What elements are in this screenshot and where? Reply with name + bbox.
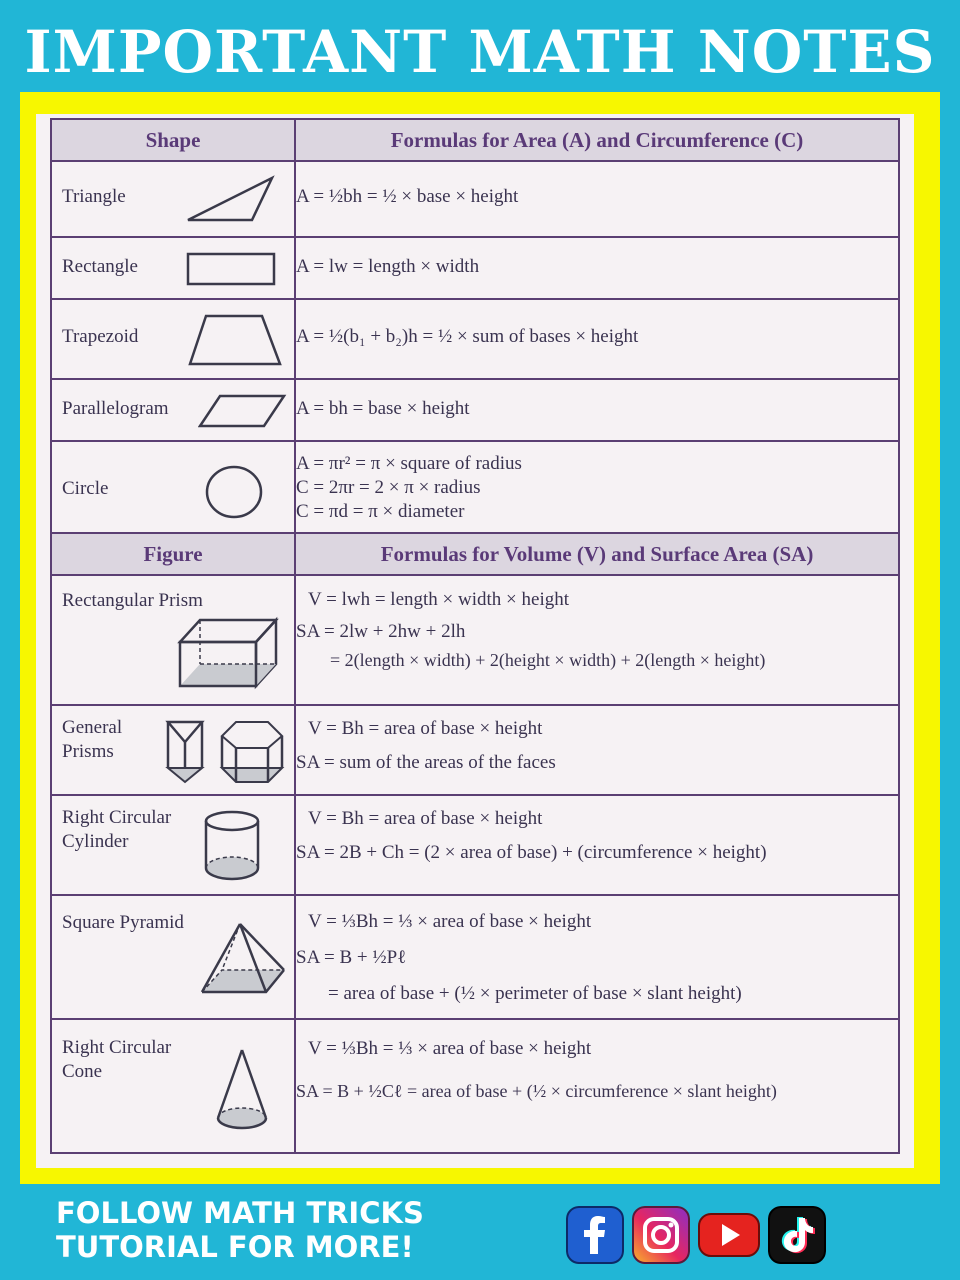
tiktok-icon[interactable]	[768, 1206, 826, 1264]
shape-name-line: Prisms	[62, 741, 114, 762]
shape-name-line: Cylinder	[62, 831, 129, 852]
shape-name: Circle	[62, 478, 109, 499]
formula-cell-circle	[295, 441, 899, 533]
shape-cell-general-prisms	[51, 705, 295, 795]
formula-cell-rectangular-prism	[295, 575, 899, 705]
trapezoid-icon	[186, 310, 286, 370]
shape-name: Parallelogram	[62, 398, 169, 419]
formula-line: SA = 2lw + 2hw + 2lh	[296, 621, 466, 642]
rectangle-icon	[184, 250, 278, 290]
instagram-icon[interactable]	[632, 1206, 690, 1264]
general-prisms-icon	[164, 718, 286, 786]
circle-icon	[202, 462, 268, 522]
rectangular-prism-icon	[176, 616, 280, 690]
shape-name: Triangle	[62, 186, 126, 207]
shape-cell-circle	[51, 441, 295, 533]
cone-icon	[212, 1046, 272, 1134]
formula-line: SA = B + ½Pℓ	[296, 947, 407, 968]
formula-line: V = lwh = length × width × height	[308, 589, 569, 610]
formula-cell-parallelogram	[295, 379, 899, 441]
shape-cell-square-pyramid	[51, 895, 295, 1019]
page-title: IMPORTANT MATH NOTES	[24, 18, 936, 86]
header-area-formulas: Formulas for Area (A) and Circumference (C)	[295, 119, 899, 161]
formula-cell-trapezoid	[295, 299, 899, 379]
formula-cell-right-circular-cylinder	[295, 795, 899, 895]
formula-line: A = bh = base × height	[296, 398, 470, 419]
formula-cell-rectangle	[295, 237, 899, 299]
shape-name-line: Cone	[62, 1061, 103, 1082]
formula-line: V = Bh = area of base × height	[308, 718, 543, 739]
formula-line: = 2(length × width) + 2(height × width) + 2(length × height)	[330, 650, 766, 670]
formula-line: C = 2πr = 2 × π × radius	[296, 477, 481, 498]
formula-cell-right-circular-cone	[295, 1019, 899, 1153]
formula-line: SA = sum of the areas of the faces	[296, 752, 556, 773]
shape-name-line: Right Circular	[62, 1037, 172, 1058]
formula-cell-square-pyramid	[295, 895, 899, 1019]
formula-line: A = πr² = π × square of radius	[296, 453, 522, 474]
shape-name: Square Pyramid	[62, 912, 184, 933]
shape-cell-right-circular-cone	[51, 1019, 295, 1153]
youtube-icon[interactable]	[698, 1206, 760, 1264]
header-figure: Figure	[51, 533, 295, 575]
formula-line: A = ½(b₁ + b₂)h = ½ × sum of bases × height	[296, 326, 639, 347]
formula-line: V = ⅓Bh = ⅓ × area of base × height	[308, 911, 592, 932]
formula-cell-general-prisms	[295, 705, 899, 795]
social-icons	[566, 1206, 830, 1268]
formula-cell-triangle	[295, 161, 899, 237]
formula-line: V = ⅓Bh = ⅓ × area of base × height	[308, 1038, 592, 1059]
shape-cell-rectangular-prism	[51, 575, 295, 705]
shape-name: Rectangular Prism	[62, 590, 203, 611]
shape-name-line: Right Circular	[62, 807, 172, 828]
cylinder-icon	[202, 808, 264, 886]
header-shape: Shape	[51, 119, 295, 161]
follow-line-2: TUTORIAL FOR MORE!	[56, 1230, 414, 1264]
shape-name: Rectangle	[62, 256, 138, 277]
area-formula-table	[50, 118, 900, 1154]
notes-sheet	[36, 114, 914, 1168]
shape-cell-parallelogram	[51, 379, 295, 441]
formula-line: = area of base + (½ × perimeter of base × slant height)	[328, 983, 742, 1004]
header-volume-formulas: Formulas for Volume (V) and Surface Area (SA)	[295, 533, 899, 575]
shape-cell-triangle	[51, 161, 295, 237]
follow-line-1: FOLLOW MATH TRICKS	[56, 1196, 424, 1230]
follow-message	[56, 1196, 536, 1264]
square-pyramid-icon	[198, 918, 288, 1002]
triangle-icon	[184, 172, 278, 226]
formula-line: A = ½bh = ½ × base × height	[296, 186, 519, 207]
formula-line: V = Bh = area of base × height	[308, 808, 543, 829]
shape-cell-trapezoid	[51, 299, 295, 379]
parallelogram-icon	[198, 392, 288, 432]
formula-line: SA = 2B + Ch = (2 × area of base) + (circumference × height)	[296, 842, 767, 863]
formula-line: SA = B + ½Cℓ = area of base + (½ × circumference × slant height)	[296, 1081, 777, 1101]
shape-name: Trapezoid	[62, 326, 139, 347]
shape-cell-right-circular-cylinder	[51, 795, 295, 895]
shape-name-line: General	[62, 717, 123, 738]
formula-line: C = πd = π × diameter	[296, 501, 465, 522]
formula-line: A = lw = length × width	[296, 256, 480, 277]
facebook-icon[interactable]	[566, 1206, 624, 1264]
shape-cell-rectangle	[51, 237, 295, 299]
